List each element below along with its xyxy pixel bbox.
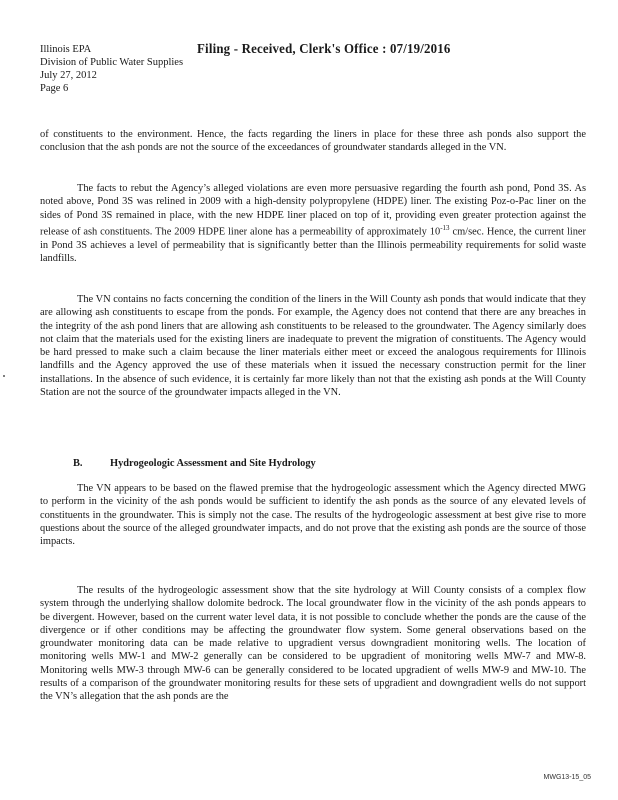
section-title: Hydrogeologic Assessment and Site Hydrology [110,458,316,469]
header-page-number: Page 6 [40,83,69,94]
paragraph-pond-3s [40,182,586,265]
header-division: Division of Public Water Supplies [40,57,184,68]
pond-3s-text-a: The facts to rebut the Agency’s alleged violations are even more persuasive regarding the fourth ash pond, Pond 3S. As noted above, Pond 3S was relined in 2009 with a high-density polypropylene (HDPE) liner. The existing Poz-o-Pac liner on the sides of Pond 3S remained in place, with the new HDPE liner placed on top of it, providing even greater protection against the release of ash constituents. The 2009 HDPE liner alone has a permeability of approximately 10 [40,183,586,238]
permeability-exponent: -13 [440,223,450,232]
filing-stamp: Filing - Received, Clerk's Office : 07/19/2016 [197,42,451,57]
paragraph-flawed-premise: The VN appears to be based on the flawed premise that the hydrogeologic assessment which the Agency directed MWG to perform in the vicinity of the ash ponds would be sufficient to identify the ash ponds as the source of any elevated levels of constituents in the groundwater. This is simply not the case. The results of the hydrogeologic assessment at best give rise to more questions about the source of the alleged groundwater impacts, and do not prove that the existing ash ponds are the source of those impacts. [40,483,586,548]
header-date: July 27, 2012 [40,70,97,81]
paragraph-liners-conclusion: of constituents to the environment. Hence, the facts regarding the liners in place for these three ash ponds also support the conclusion that the ash ponds are not the source of the exceedances of groundwater standards alleged in the VN. [40,129,586,154]
bates-number: MWG13-15_05 [543,774,591,781]
section-heading [73,458,316,469]
paragraph-site-hydrology: The results of the hydrogeologic assessment show that the site hydrology at Will County consists of a complex flow system through the underlying shallow dolomite bedrock. The local groundwater flow in the vicinity of the ash ponds appears to be divergent. However, based on the current water level data, it is not possible to conclude whether the ponds are the cause of the divergence or if other conditions may be affecting the groundwater flow system. Some general observations based on the groundwater monitoring data can be made relative to upgradient versus downgradient monitoring wells. The location of monitoring wells MW-1 and MW-2 generally can be considered to be upgradient of monitoring wells MW-7 and MW-8. Monitoring wells MW-3 through MW-6 can be generally considered to be located upgradient of wells MW-9 and MW-10. The results of a comparison of the groundwater monitoring results for these sets of upgradient and downgradient wells do not support the VN’s allegation that the ash ponds are the [40,585,586,703]
header-agency: Illinois EPA [40,44,92,55]
paragraph-liner-condition: The VN contains no facts concerning the condition of the liners in the Will County ash ponds that would indicate that they are allowing ash constituents to escape from the ponds. For example, the Agency does not contend that there are any breaches in the integrity of the ash pond liners that are allowing ash constituents to be released to the groundwater. The Agency similarly does not claim that the materials used for the existing liners are inadequate to prevent the migration of constituents. The Agency would be hard pressed to make such a claim because the liner materials either meet or exceed the analogous requirements for Illinois landfills and the Agency approved the use of these materials when it issued the necessary construction permit for the liner installations. In the absence of such evidence, it is certainly far more likely than not that the existing ash ponds at the Will County Station are not the source of the groundwater impacts alleged in the VN. [40,294,586,399]
pond-3s-text-b: cm/sec. Hence, the current liner in Pond 3S achieves a level of permeability that is significantly better than the Illinois permeability requirements for solid waste landfills. [40,226,586,264]
scan-speck [3,375,5,377]
section-letter: B. [73,458,83,469]
